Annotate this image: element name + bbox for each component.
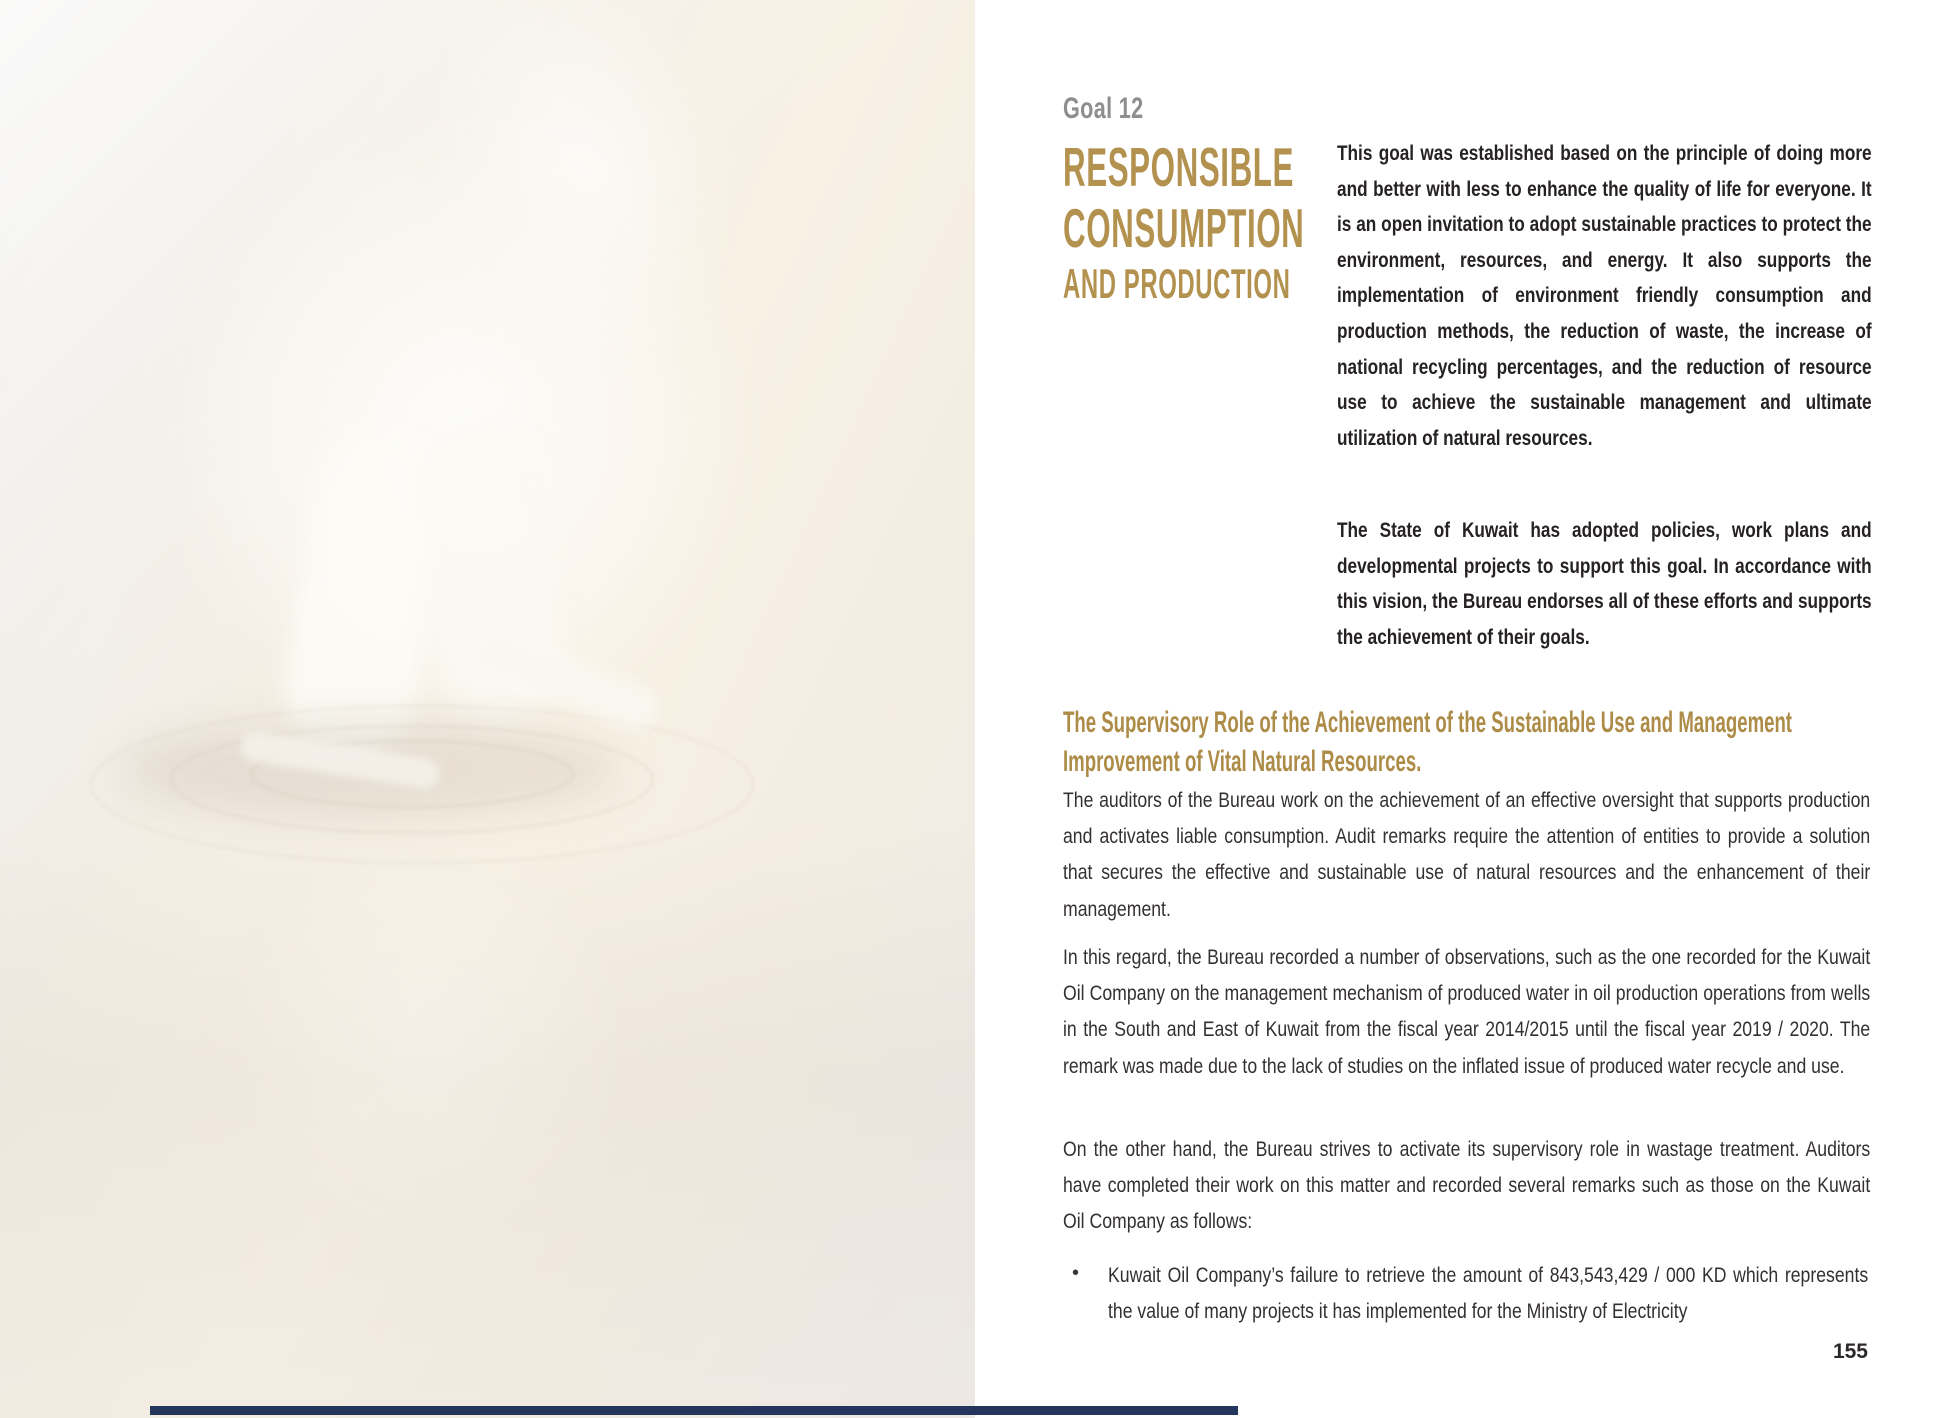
intro-paragraph: This goal was established based on the principle of doing more and better with less to enhance the quality of life for everyone. It is an open invitation to adopt sustainable practices to protect the environment, resources, and energy. It also supports the implementation of environment friendly consumption and production methods, the reduction of waste, the increase of national recycling percentages, and the reduction of resource use to achieve the sustainable management and ultimate utilization of natural resources. [1337,142,1872,450]
bullet-item: Kuwait Oil Company’s failure to retrieve the amount of 843,543,429 / 000 KD which represents the value of many projects it has implemented for the Ministry of Electricity [1108,1264,1869,1324]
photo-glove-finger-shape [275,422,455,768]
intro-paragraph: The State of Kuwait has adopted policies, work plans and developmental projects to support this goal. In accordance with this vision, the Bureau endorses all of these efforts and supports the achievement of their goals. [1337,519,1872,649]
photo-water-ripple [90,705,754,864]
photo-glove-finger-shape [415,415,566,726]
section-heading-line: Improvement of Vital Natural Resources. [1063,745,1422,778]
bullet-marker: • [1072,1262,1080,1284]
body-paragraph: In this regard, the Bureau recorded a number of observations, such as the one recorded for the Kuwait Oil Company on the management mechanism of produced water in oil production operations from wells in the South and East of Kuwait from the fiscal year 2014/2015 until the fiscal year 2019 / 2020. The remark was made due to the lack of studies on the inflated issue of produced water recycle and use. [1063,946,1871,1078]
goal-title-line: CONSUMPTION [1063,197,1305,259]
section-heading-line: The Supervisory Role of the Achievement of the Sustainable Use and Management [1063,706,1793,739]
photo-glove-wrist-shape [372,0,787,416]
photo-water-shadow-shape [120,720,620,820]
footer-rule-bar [150,1406,1238,1415]
page-number: 155 [1832,1340,1868,1363]
goal-number-label: Goal 12 [1063,92,1144,125]
photo-glove-palm-shape [101,49,819,810]
goal-title-line: AND PRODUCTION [1063,260,1291,307]
body-paragraph: The auditors of the Bureau work on the achievement of an effective oversight that supports production and activates liable consumption. Audit remarks require the attention of entities to provide a solution that secures the effective and sustainable use of natural resources and the enhancement of their management. [1063,789,1871,921]
photo-water-ripple [170,725,654,834]
photo-water-ripple [250,740,574,808]
photo-test-tube-shape [469,627,661,732]
photo-hand-reflection-shape [220,830,640,1250]
body-paragraph: On the other hand, the Bureau strives to activate its supervisory role in wastage treatment. Auditors have completed their work on this matter and recorded several remarks such as those on the Kuwait Oil Company as follows: [1063,1138,1871,1234]
goal-title-line: RESPONSIBLE [1063,136,1294,198]
photo-test-tube-reflection-shape [239,730,441,791]
